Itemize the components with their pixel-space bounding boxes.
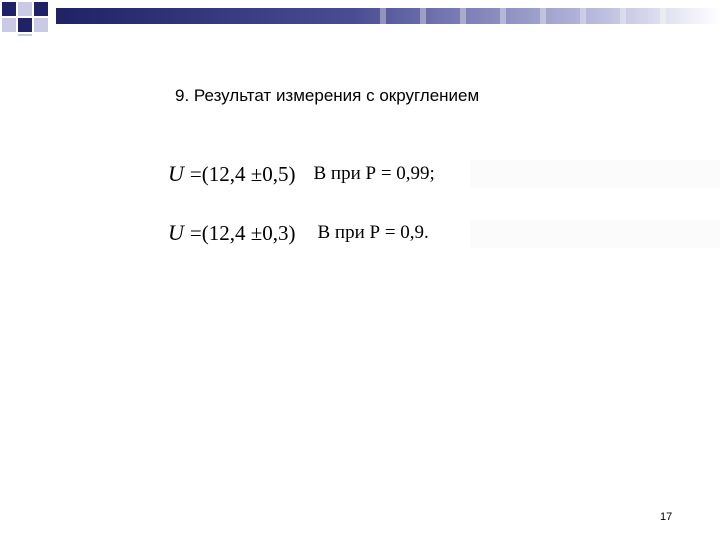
ghost-strip-2 bbox=[470, 220, 720, 248]
slide-title: 9. Результат измерения с округлением bbox=[175, 86, 480, 105]
page-number: 17 bbox=[660, 511, 673, 523]
decorative-header-band bbox=[0, 0, 720, 36]
formula-p099 bbox=[168, 159, 435, 189]
formula-p09 bbox=[168, 218, 429, 248]
formula-variable: U bbox=[168, 220, 184, 245]
formula-variable: U bbox=[168, 161, 184, 186]
formula-unit-clause: В при Р = 0,9. bbox=[317, 222, 429, 243]
formula-unit-clause: В при Р = 0,99; bbox=[313, 163, 435, 184]
ghost-strip-1 bbox=[470, 160, 720, 188]
formula-expression: =(12,4 ±0,3) bbox=[189, 220, 296, 245]
formula-expression: =(12,4 ±0,5) bbox=[189, 161, 296, 186]
